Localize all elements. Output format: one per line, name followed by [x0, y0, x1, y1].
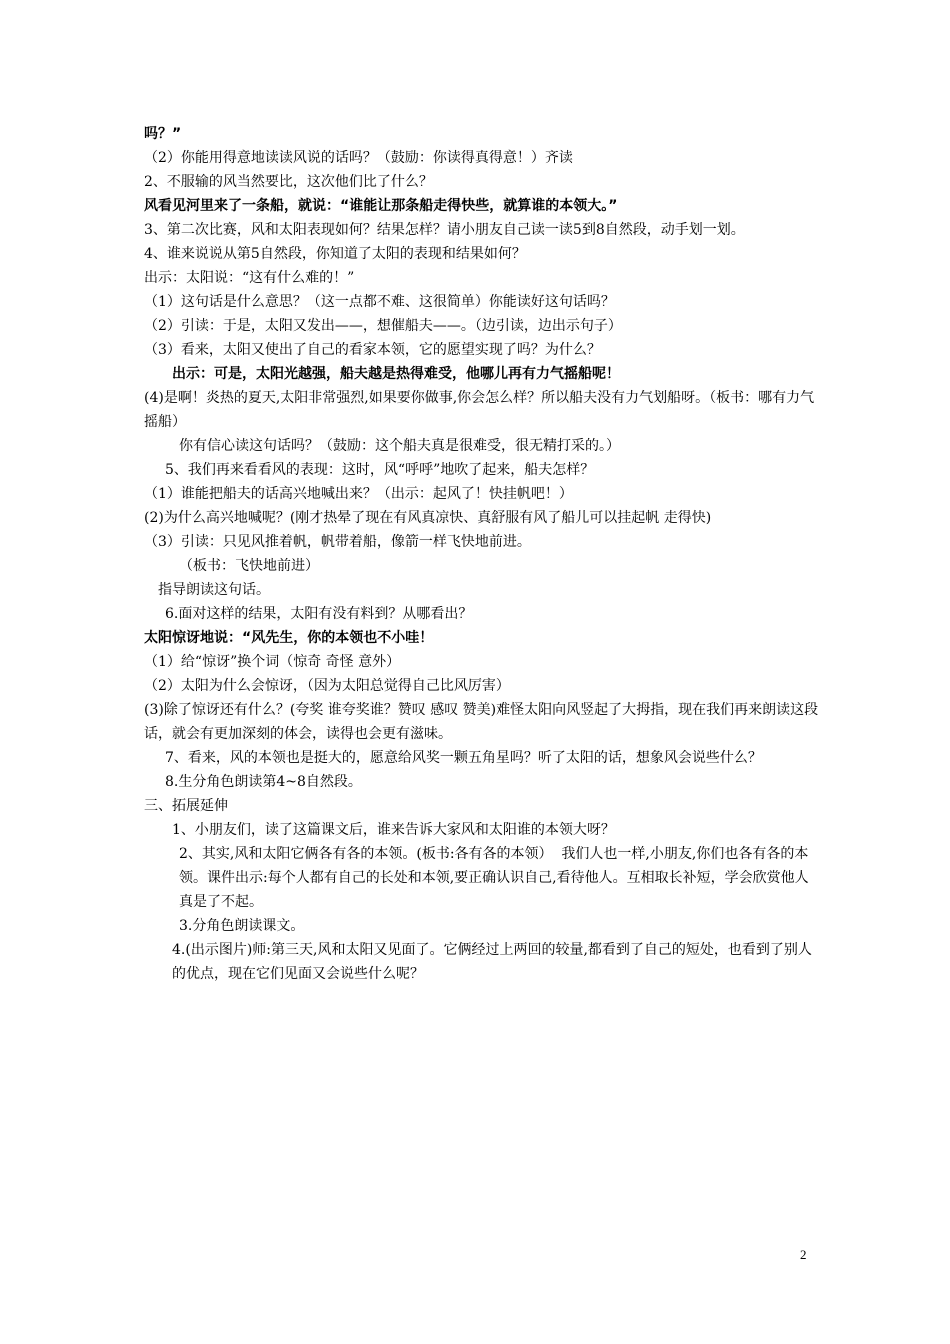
text-line: 3、第二次比赛，风和太阳表现如何？结果怎样？请小朋友自己读一读5到8自然段，动手划一划。 — [144, 222, 745, 238]
text-line: 5、我们再来看看风的表现：这时，风“呼呼”地吹了起来，船夫怎样？ — [165, 462, 595, 478]
text-line: （3）引读：只见风推着帆，帆带着船，像箭一样飞快地前进。 — [144, 534, 531, 550]
text-line: 6.面对这样的结果，太阳有没有料到？从哪看出？ — [165, 606, 473, 622]
text-line: (3)除了惊讶还有什么？(夸奖 谁夸奖谁？赞叹 感叹 赞美)难怪太阳向风竖起了大拇指，现在我们再来朗读这段话，就会有更加深刻的体会，读得也会更有滋味。 — [144, 702, 819, 742]
text-line: 2、不服输的风当然要比，这次他们比了什么？ — [144, 174, 433, 190]
text-line: 太阳惊讶地说：“风先生，你的本领也不小哇！ — [144, 630, 434, 646]
text-line: （3）看来，太阳又使出了自己的看家本领，它的愿望实现了吗？为什么？ — [144, 342, 601, 358]
document-body — [144, 122, 820, 986]
text-line: （1）这句话是什么意思？（这一点都不难、这很简单）你能读好这句话吗？ — [144, 294, 615, 310]
text-line: 1、小朋友们，读了这篇课文后，谁来告诉大家风和太阳谁的本领大呀？ — [172, 822, 615, 838]
text-line: （板书：飞快地前进） — [179, 558, 319, 574]
text-line: (4)是啊！炎热的夏天,太阳非常强烈,如果要你做事,你会怎么样？所以船夫没有力气划船呀。（板书：哪有力气摇船） — [144, 390, 815, 430]
text-line: 8.生分角色朗读第4~8自然段。 — [165, 774, 362, 790]
text-line: 3.分角色朗读课文。 — [179, 918, 305, 934]
text-line: (2)为什么高兴地喊呢？(刚才热晕了现在有风真凉快、真舒服有风了船儿可以挂起帆 走得快) — [144, 510, 712, 526]
section-heading: 三、拓展延伸 — [144, 798, 228, 814]
text-line: 你有信心读这句话吗？（鼓励：这个船夫真是很难受，很无精打采的。） — [179, 438, 620, 454]
text-line: （2）引读：于是，太阳又发出——，想催船夫——。（边引读，边出示句子） — [144, 318, 622, 334]
text-line: 2、其实,风和太阳它俩各有各的本领。(板书:各有各的本领） 我们人也一样,小朋友,你们也各有各的本领。课件出示:每个人都有自己的长处和本领,要正确认识自己,看待他人。互相取长补短，学会欣赏他人真是了不起。 — [179, 846, 809, 910]
text-line: 风看见河里来了一条船，就说：“谁能让那条船走得快些，就算谁的本领大。” — [144, 198, 618, 214]
text-line: 出示：可是，太阳光越强，船夫越是热得难受，他哪儿再有力气摇船呢！ — [172, 366, 620, 382]
text-line: 指导朗读这句话。 — [158, 582, 270, 598]
text-line: （1）给“惊讶”换个词（惊奇 奇怪 意外） — [144, 654, 401, 670]
text-line: 4.(出示图片)师:第三天,风和太阳又见面了。它俩经过上两回的较量,都看到了自己的短处，也看到了别人的优点，现在它们见面又会说些什么呢？ — [172, 942, 812, 982]
text-line: 4、谁来说说从第5自然段，你知道了太阳的表现和结果如何？ — [144, 246, 526, 262]
text-line: 吗？” — [144, 126, 182, 142]
text-line: 7、看来，风的本领也是挺大的，愿意给风奖一颗五角星吗？听了太阳的话，想象风会说些什么？ — [165, 750, 762, 766]
text-line: 出示：太阳说：“这有什么难的！” — [144, 270, 355, 286]
text-line: （1）谁能把船夫的话高兴地喊出来？（出示：起风了！快挂帆吧！） — [144, 486, 573, 502]
text-line: （2）你能用得意地读读风说的话吗？（鼓励：你读得真得意！）齐读 — [144, 150, 573, 166]
page-number: 2 — [800, 1247, 807, 1262]
text-line: （2）太阳为什么会惊讶，（因为太阳总觉得自己比风厉害） — [144, 678, 510, 694]
